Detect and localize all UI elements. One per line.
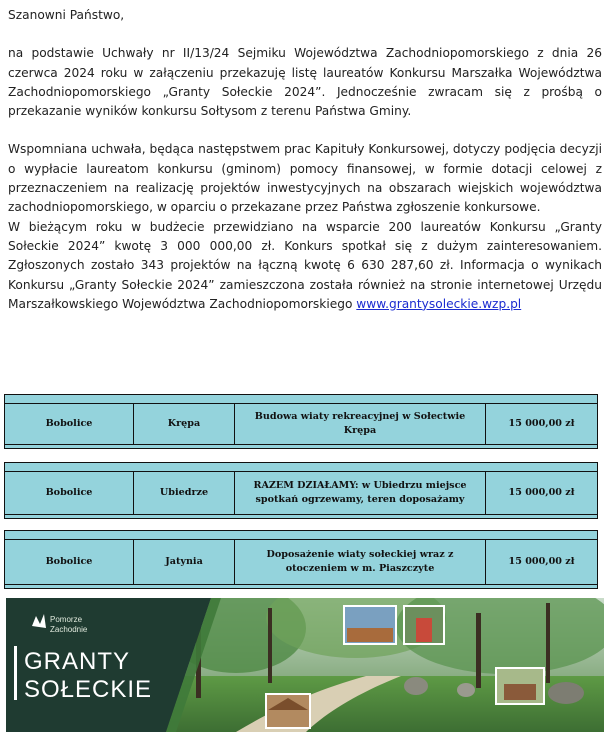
- solectwo-cell: Jatynia: [134, 540, 235, 584]
- solectwo-cell: Krępa: [134, 404, 235, 444]
- logo-divider: [14, 646, 17, 700]
- solectwo-cell: Ubiedrze: [134, 472, 235, 514]
- table-header-strip: [5, 463, 597, 472]
- banner-title-soleckie: SOŁECKIE: [24, 676, 153, 703]
- laureate-table-2: [4, 462, 598, 519]
- project-cell: RAZEM DZIAŁAMY: w Ubiedrzu miejsce spotkań ogrzewamy, teren doposażamy: [235, 472, 486, 514]
- table-row: [5, 404, 597, 445]
- table-row: [5, 472, 597, 515]
- table-header-strip: [5, 531, 597, 540]
- greeting: Szanowni Państwo,: [8, 8, 125, 22]
- gmina-cell: Bobolice: [5, 404, 134, 444]
- paragraph-intro: na podstawie Uchwały nr II/13/24 Sejmiku Województwa Zachodniopomorskiego z dnia 26 czerwca 2024 roku w załączeniu przekazuję listę laureatów Konkursu Marszałka Województwa Zachodniopomorskiego „Granty Sołeckie 2024”. Jednocześnie zwracam się z prośbą o przekazanie wyników konkursu Sołtysom z terenu Państwa Gminy.: [8, 46, 602, 119]
- laureate-table-3: [4, 530, 598, 589]
- gmina-cell: Bobolice: [5, 540, 134, 584]
- paragraph-budget-text: W bieżącym roku w budżecie przewidziano na wsparcie 200 laureatów Konkursu „Granty Sołeckie 2024” kwotę 3 000 000,00 zł. Konkurs spotkał się z dużym zainteresowaniem. Zgłoszonych zostało 343 projektów na łączną kwotę 6 630 287,60 zł. Informacja o wynikach Konkursu „Granty Sołeckie 2024” zamieszczona została również na stronie internetowej Urzędu Marszałkowskiego Województwa Zachodniopomorskiego: [8, 219, 602, 311]
- table-row: [5, 540, 597, 585]
- logo-zachodnie: Zachodnie: [50, 625, 88, 634]
- project-cell: Budowa wiaty rekreacyjnej w Sołectwie Krępa: [235, 404, 486, 444]
- amount-cell: 15 000,00 zł: [508, 487, 575, 498]
- logo-pomorze: Pomorze: [50, 615, 83, 624]
- table-footer-strip: [5, 515, 597, 518]
- project-cell: Doposażenie wiaty sołeckiej wraz z otoczeniem w m. Piaszczyte: [235, 540, 486, 584]
- banner-title-granty: GRANTY: [24, 648, 131, 675]
- paragraph-budget: [8, 218, 602, 314]
- table-header-strip: [5, 395, 597, 404]
- amount-cell: 15 000,00 zł: [508, 556, 575, 567]
- table-footer-strip: [5, 445, 597, 448]
- laureate-table-1: [4, 394, 598, 449]
- gmina-cell: Bobolice: [5, 472, 134, 514]
- table-footer-strip: [5, 585, 597, 588]
- paragraph-resolution: Wspomniana uchwała, będąca następstwem prac Kapituły Konkursowej, dotyczy podjęcia decyzji o wypłacie laureatom konkursu (gminom) pomocy finansowej, w formie dotacji celowej z przeznaczeniem na realizację projektów inwestycyjnych na obszarach wiejskich województwa zachodniopomorskiego, w oparciu o przekazane przez Państwa zgłoszenie konkursowe.: [8, 142, 602, 215]
- granty-soleckie-banner: [6, 598, 604, 732]
- amount-cell: 15 000,00 zł: [508, 418, 575, 429]
- letter-body: [8, 6, 602, 314]
- contest-website-link[interactable]: www.grantysoleckie.wzp.pl: [356, 296, 522, 311]
